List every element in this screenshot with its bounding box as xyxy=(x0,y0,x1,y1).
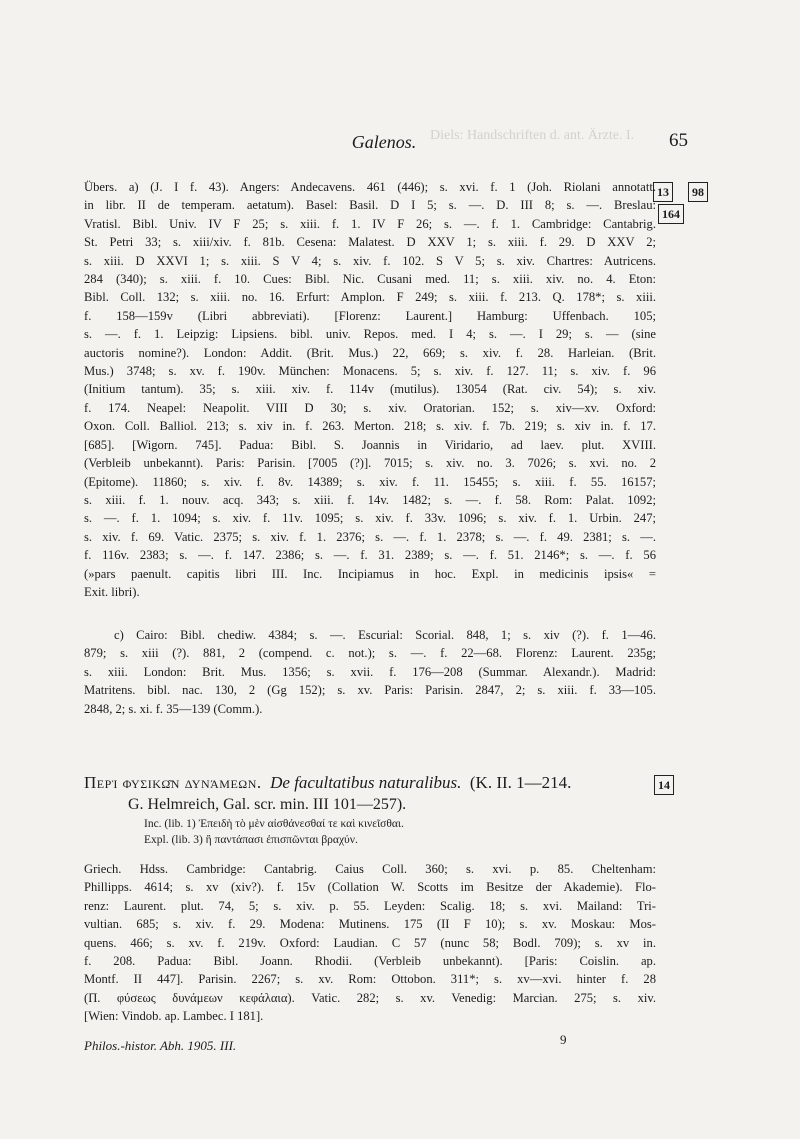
bleed-through-text: Diels: Handschriften d. ant. Ärzte. I. xyxy=(430,128,635,143)
translations-block-c xyxy=(84,626,656,718)
text-line: renz: Laurent. plut. 74, 5; s. xiv. p. 55. Leyden: Scalig. 18; s. xvi. Mailand: Tri- xyxy=(84,898,656,913)
page-number: 65 xyxy=(669,130,688,151)
text-line: Oxon. Coll. Balliol. 213; s. xiv in. f. 263. Merton. 218; s. xiv. f. 7b. 219; s. xiv in. f. 17. xyxy=(84,419,656,434)
text-line: vultian. 685; s. xiv. f. 29. Modena: Mutinens. 175 (II F 10); s. xv. Moskau: Mos- xyxy=(84,917,656,932)
text-line: (»pars paenult. capitis libri III. Inc. Incipiamus in hoc. Expl. in medicinis ipsis« = xyxy=(84,566,656,581)
text-line: Griech. Hdss. Cambridge: Cantabrig. Caius Coll. 360; s. xvi. p. 85. Cheltenham: xyxy=(84,862,656,876)
text-line: in libr. II de temperam. aetatum). Basel: Basil. D I 5; s. —. D. III 8; s. —. Breslau: xyxy=(84,198,656,213)
title-latin: De facultatibus naturalibus. xyxy=(270,773,462,792)
text-line: (Epitome). 11860; s. xiv. f. 8v. 14389; s. xiv. f. 11. 15455; s. xiii. f. 55. 16157; xyxy=(84,474,656,489)
explicit: Expl. (lib. 3) ἢ παντάπασι ἐπισπῶνται βραχύν. xyxy=(144,834,358,846)
text-line: Bibl. Coll. 132; s. xiii. no. 16. Erfurt: Amplon. F 249; s. xiii. f. 213. Q. 178*; s. xiii. xyxy=(84,290,656,305)
text-line: s. xiii. London: Brit. Mus. 1356; s. xvii. f. 176—208 (Summar. Alexandr.). Madrid: xyxy=(84,664,656,679)
badge-14: 14 xyxy=(654,775,674,795)
badge-13: 13 xyxy=(653,182,673,202)
edition-line: G. Helmreich, Gal. scr. min. III 101—257). xyxy=(128,796,407,813)
text-line: St. Petri 33; s. xiii/xiv. f. 81b. Cesena: Malatest. D XXV 1; s. xiii. f. 29. D XXV 2; xyxy=(84,235,656,250)
badge-98: 98 xyxy=(688,182,708,202)
text-line: c) Cairo: Bibl. chediw. 4384; s. —. Escurial: Scorial. 848, 1; s. xiv (?). f. 1—46. xyxy=(114,628,656,642)
incipit: Inc. (lib. 1) Ἐπειδὴ τὸ μὲν αἰσθάνεσθαί τε καὶ κινεῖσθαι. xyxy=(144,818,404,830)
title-greek: Περὶ φυσικῶν δυνάμεων. xyxy=(84,773,262,792)
text-line: [685]. [Wigorn. 745]. Padua: Bibl. S. Joannis in Viridario, ad laev. plut. XVIII. xyxy=(84,437,656,452)
text-line: f. 158—159v (Libri abbreviati). [Florenz: Laurent.] Hamburg: Uffenbach. 105; xyxy=(84,308,656,323)
text-line: Vratisl. Bibl. Univ. IV F 25; s. xiii. f. 1. IV F 26; s. —. f. 1. Cambridge: Cantabrig. xyxy=(84,216,656,231)
footer-publication: Philos.-histor. Abh. 1905. III. xyxy=(84,1038,237,1053)
text-line: f. 116v. 2383; s. —. f. 147. 2386; s. —. f. 31. 2389; s. —. f. 51. 2146*; s. —. f. 56 xyxy=(84,548,656,563)
running-title: Galenos. xyxy=(351,132,417,152)
text-line: s. xiii. D XXVI 1; s. xiii. S V 4; s. xiv. f. 102. S V 5; s. xiv. Chartres: Autricens. xyxy=(84,253,656,268)
text-line: Phillipps. 4614; s. xv (xiv?). f. 15v (Collation W. Scotts im Besitze der Akademie). Flo- xyxy=(84,880,656,895)
text-line: auctoris nomine?). London: Addit. (Brit. Mus.) 22, 669; s. xiv. f. 28. Harleian. (Brit. xyxy=(84,345,656,360)
text-line: quens. 466; s. xv. f. 219v. Oxford: Laudian. C 57 (nunc 58; Bodl. 709); s. xv in. xyxy=(84,935,656,950)
translations-block-a xyxy=(84,178,656,601)
greek-manuscripts-block xyxy=(84,860,656,1026)
text-line: (Initium tantum). 35; s. xiii. xiv. f. 114v (mutilus). 13054 (Rat. civ. 54); s. xiv. xyxy=(84,382,656,397)
page-header xyxy=(80,128,688,158)
work-title xyxy=(84,772,656,794)
text-line: s. xiv. f. 69. Vatic. 2375; s. xiv. f. 1. 2376; s. —. f. 1. 2378; s. —. f. 49. 2381; s. —. xyxy=(84,529,656,544)
text-line: s. —. f. 1. Leipzig: Lipsiens. bibl. univ. Repos. med. I 4; s. —. I 29; s. — (sine xyxy=(84,327,656,342)
text-line: s. xiii. f. 1. nouv. acq. 343; s. xiii. f. 14v. 1482; s. —. f. 58. Rom: Palat. 1092; xyxy=(84,492,656,507)
work-entry-de-facultatibus xyxy=(84,772,656,848)
text-line: s. —. f. 1. 1094; s. xiv. f. 11v. 1095; s. xiv. f. 33v. 1096; s. xiv. f. 1. Urbin. 247; xyxy=(84,511,656,526)
text-line: 284 (340); s. xiii. f. 10. Cues: Bibl. Nic. Cusani med. 11; s. xiii. xiv. no. 4. Eton: xyxy=(84,272,656,287)
text-line: f. 174. Neapel: Neapolit. VIII D 30; s. xiv. Oratorian. 152; s. xiv—xv. Oxford: xyxy=(84,400,656,415)
text-line: Exit. libri). xyxy=(84,584,140,599)
text-line: 2848, 2; s. xi. f. 35—139 (Comm.). xyxy=(84,701,263,716)
text-line: Übers. a) (J. I f. 43). Angers: Andecavens. 461 (446); s. xvi. f. 1 (Joh. Riolani annotatt. xyxy=(84,180,656,194)
text-line: f. 208. Padua: Bibl. Joann. Rhodii. (Verbleib unbekannt). [Paris: Coislin. ap. xyxy=(84,954,656,969)
title-reference: (K. II. 1—214. xyxy=(469,773,572,792)
text-line: Montf. II 447]. Parisin. 2267; s. xv. Rom: Ottobon. 311*; s. xv—xvi. hinter f. 28 xyxy=(84,972,656,987)
badge-164: 164 xyxy=(658,204,684,224)
text-line: 879; s. xiii (?). 881, 2 (compend. c. not.); s. —. f. 22—68. Florenz: Laurent. 235g; xyxy=(84,646,656,661)
text-line: Matritens. bibl. nac. 130, 2 (Gg 152); s. xv. Paris: Parisin. 2847, 2; s. xiii. f. 33—105. xyxy=(84,683,656,698)
text-line: (Verbleib unbekannt). Paris: Parisin. [7005 (?)]. 7015; s. xiv. no. 3. 7026; s. xvi. no. 2 xyxy=(84,456,656,471)
text-line: [Wien: Vindob. ap. Lambec. I 181]. xyxy=(84,1009,264,1024)
text-line: Mus.) 3748; s. xv. f. 190v. München: Monacens. 5; s. xiv. f. 127. 11; s. xiv. f. 96 xyxy=(84,364,656,379)
text-line: (Π. φύσεως δυνάμεων κεφάλαια). Vatic. 282; s. xv. Venedig: Marcian. 275; s. xiv. xyxy=(84,990,656,1005)
footer-signature: 9 xyxy=(560,1032,567,1047)
